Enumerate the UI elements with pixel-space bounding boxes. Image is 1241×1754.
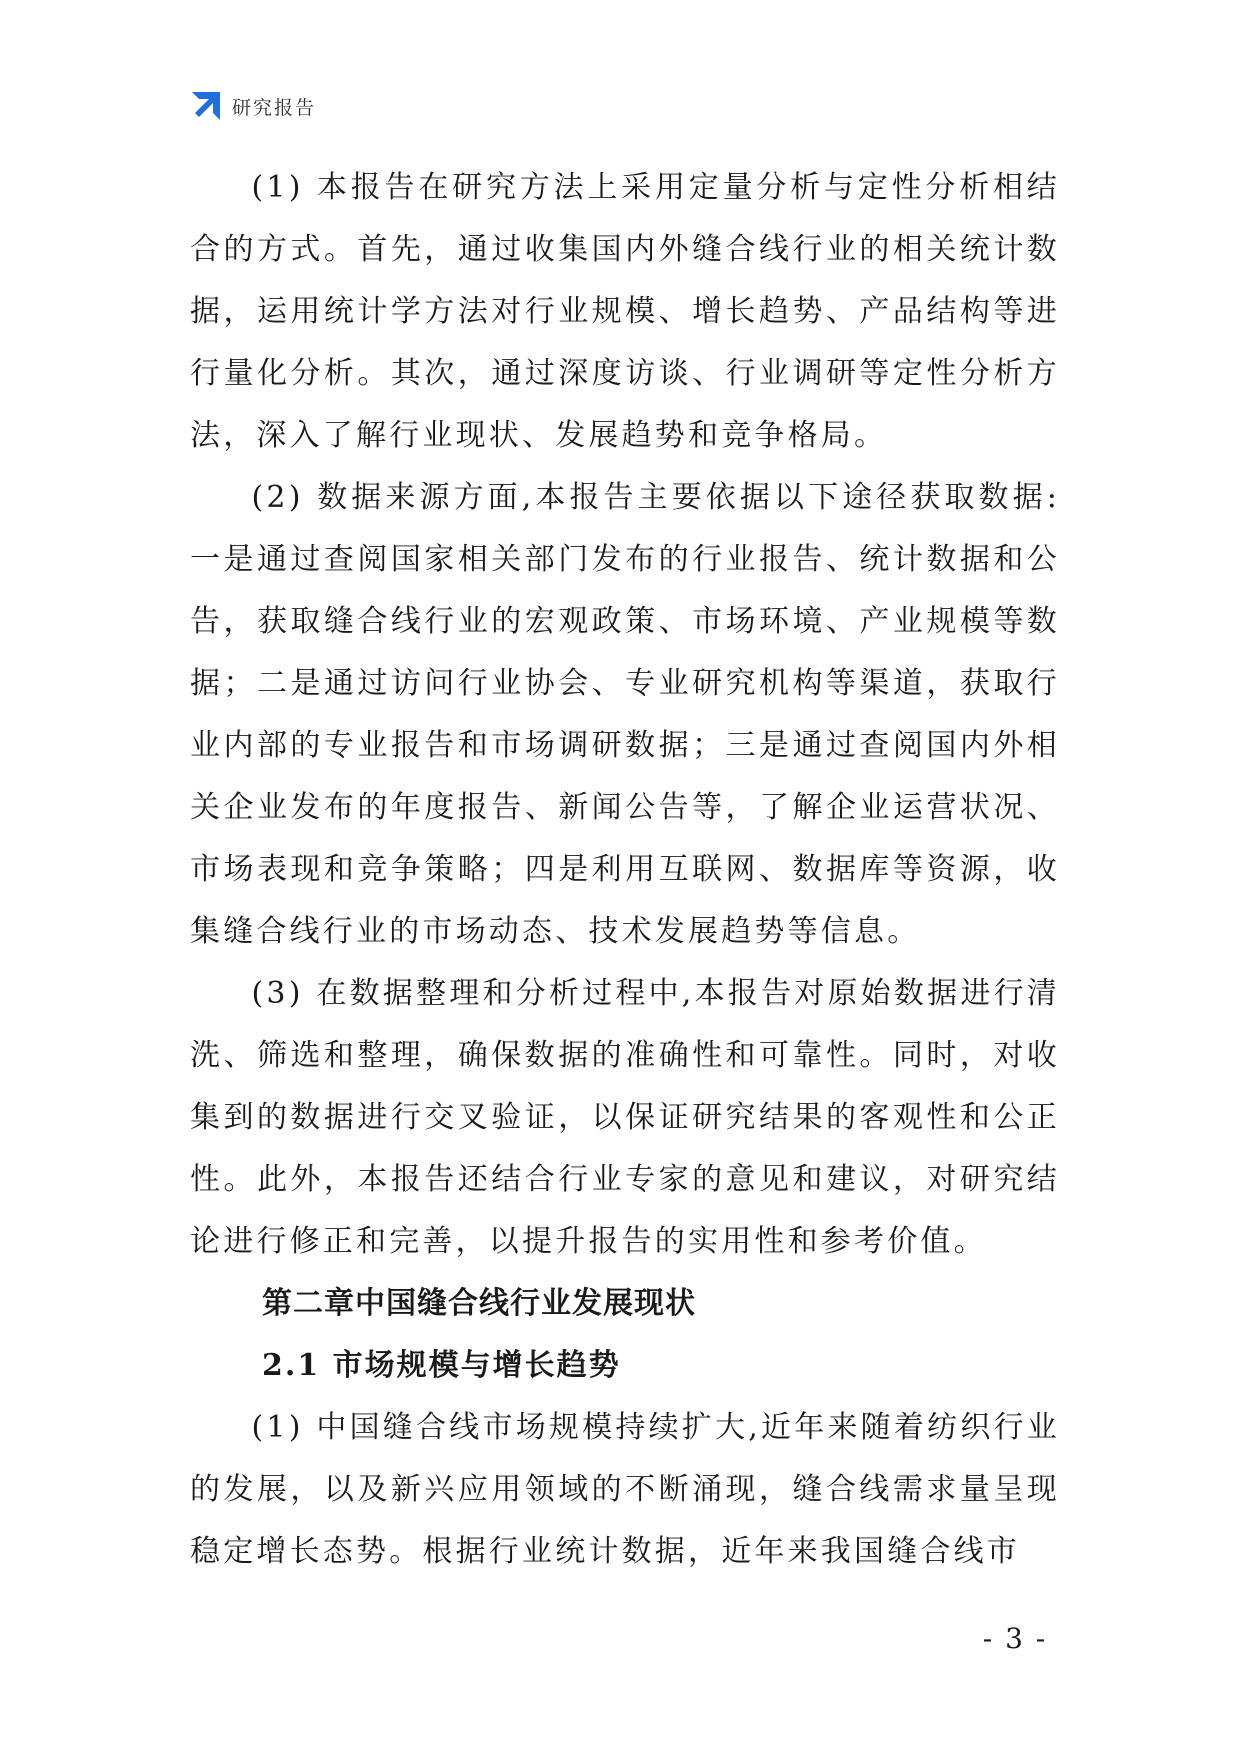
paragraph-market-size: (1) 中国缝合线市场规模持续扩大,近年来随着纺织行业的发展，以及新兴应用领域的不断涌现，缝合线需求量呈现稳定增长态势。根据行业统计数据，近年来我国缝合线市 [190,1410,1060,1569]
arrow-up-right-icon [190,90,222,122]
chapter-heading: 第二章中国缝合线行业发展现状 [262,1286,696,1321]
section-heading: 2.1 市场规模与增长趋势 [262,1348,621,1383]
report-header [190,90,316,122]
page-number: - 3 - [982,1622,1048,1655]
paragraph-methodology: (1) 本报告在研究方法上采用定量分析与定性分析相结合的方式。首先，通过收集国内外缝合线行业的相关统计数据，运用统计学方法对行业规模、增长趋势、产品结构等进行量化分析。其次，通过深度访谈、行业调研等定性分析方法，深入了解行业现状、发展趋势和竞争格局。 [190,170,1060,453]
paragraph-data-processing: (3) 在数据整理和分析过程中,本报告对原始数据进行清洗、筛选和整理，确保数据的准确性和可靠性。同时，对收集到的数据进行交叉验证，以保证研究结果的客观性和公正性。此外，本报告还结合行业专家的意见和建议，对研究结论进行修正和完善，以提升报告的实用性和参考价值。 [190,976,1060,1259]
paragraph-data-sources: (2) 数据来源方面,本报告主要依据以下途径获取数据:一是通过查阅国家相关部门发布的行业报告、统计数据和公告，获取缝合线行业的宏观政策、市场环境、产业规模等数据；二是通过访问行业协会、专业研究机构等渠道，获取行业内部的专业报告和市场调研数据；三是通过查阅国内外相关企业发布的年度报告、新闻公告等，了解企业运营状况、市场表现和竞争策略；四是利用互联网、数据库等资源，收集缝合线行业的市场动态、技术发展趋势等信息。 [190,480,1060,949]
header-title: 研究报告 [232,96,317,119]
document-body [190,157,1060,1583]
